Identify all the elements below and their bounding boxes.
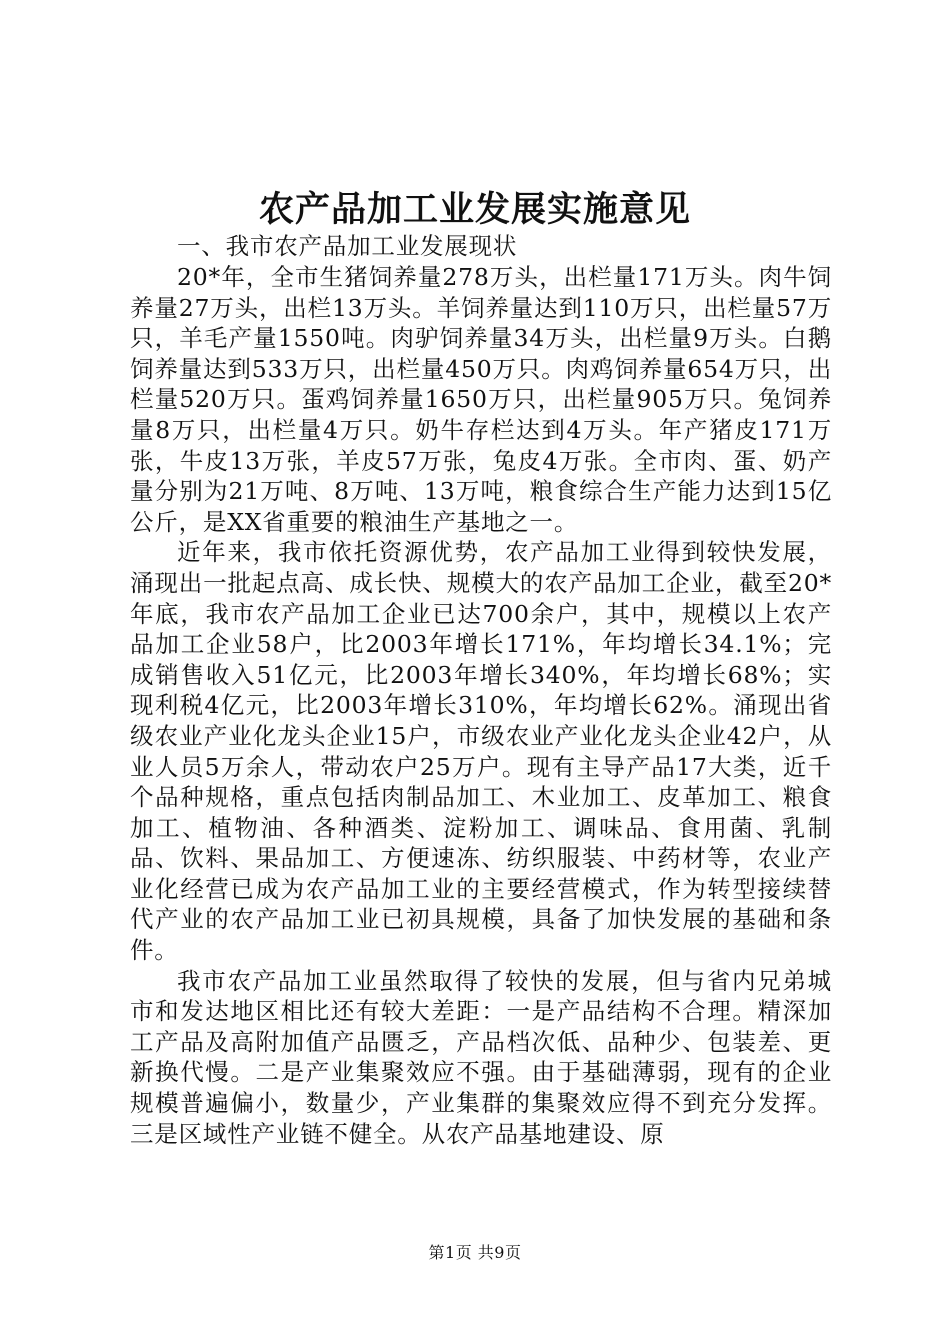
paragraph-existing-problems: 我市农产品加工业虽然取得了较快的发展，但与省内兄弟城市和发达地区相比还有较大差距：一是产品结构不合理。精深加工产品及高附加值产品匮乏，产品档次低、品种少、包装差、更新换代慢。二是产业集聚效应不强。由于基础薄弱，现有的企业规模普遍偏小，数量少，产业集群的集聚效应得不到充分发挥。三是区域性产业链不健全。从农产品基地建设、原: [130, 966, 832, 1148]
section-heading: 一、我市农产品加工业发展现状: [177, 232, 518, 260]
paragraph-industry-development: 近年来，我市依托资源优势，农产品加工业得到较快发展，涌现出一批起点高、成长快、规模大的农产品加工企业，截至20*年底，我市农产品加工企业已达700余户，其中，规模以上农产品加工企业58户，比2003年增长171%，年均增长34.1%；完成销售收入51亿元，比2003年增长340%，年均增长68%；实现利税4亿元，比2003年增长310%，年均增长62%。涌现出省级农业产业化龙头企业15户，市级农业产业化龙头企业42户，从业人员5万余人，带动农户25万户。现有主导产品17大类，近千个品种规格，重点包括肉制品加工、木业加工、皮革加工、粮食加工、植物油、各种酒类、淀粉加工、调味品、食用菌、乳制品、饮料、果品加工、方便速冻、纺织服装、中药材等，农业产业化经营已成为农产品加工业的主要经营模式，作为转型接续替代产业的农产品加工业已初具规模，具备了加快发展的基础和条件。: [130, 538, 832, 965]
paragraph-livestock-statistics: 20*年，全市生猪饲养量278万头，出栏量171万头。肉牛饲养量27万头，出栏13万头。羊饲养量达到110万只，出栏量57万只，羊毛产量1550吨。肉驴饲养量34万头，出栏量9万头。白鹅饲养量达到533万只，出栏量450万只。肉鸡饲养量654万只，出栏量520万只。蛋鸡饲养量1650万只，出栏量905万只。兔饲养量8万只，出栏量4万只。奶牛存栏达到4万头。年产猪皮171万张，牛皮13万张，羊皮57万张，兔皮4万张。全市肉、蛋、奶产量分别为21万吨、8万吨、13万吨，粮食综合生产能力达到15亿公斤，是XX省重要的粮油生产基地之一。: [130, 263, 832, 536]
page-number-footer: 第1页 共9页: [428, 1243, 522, 1262]
document-title: 农产品加工业发展实施意见: [258, 189, 691, 230]
document-body: [130, 231, 832, 1149]
